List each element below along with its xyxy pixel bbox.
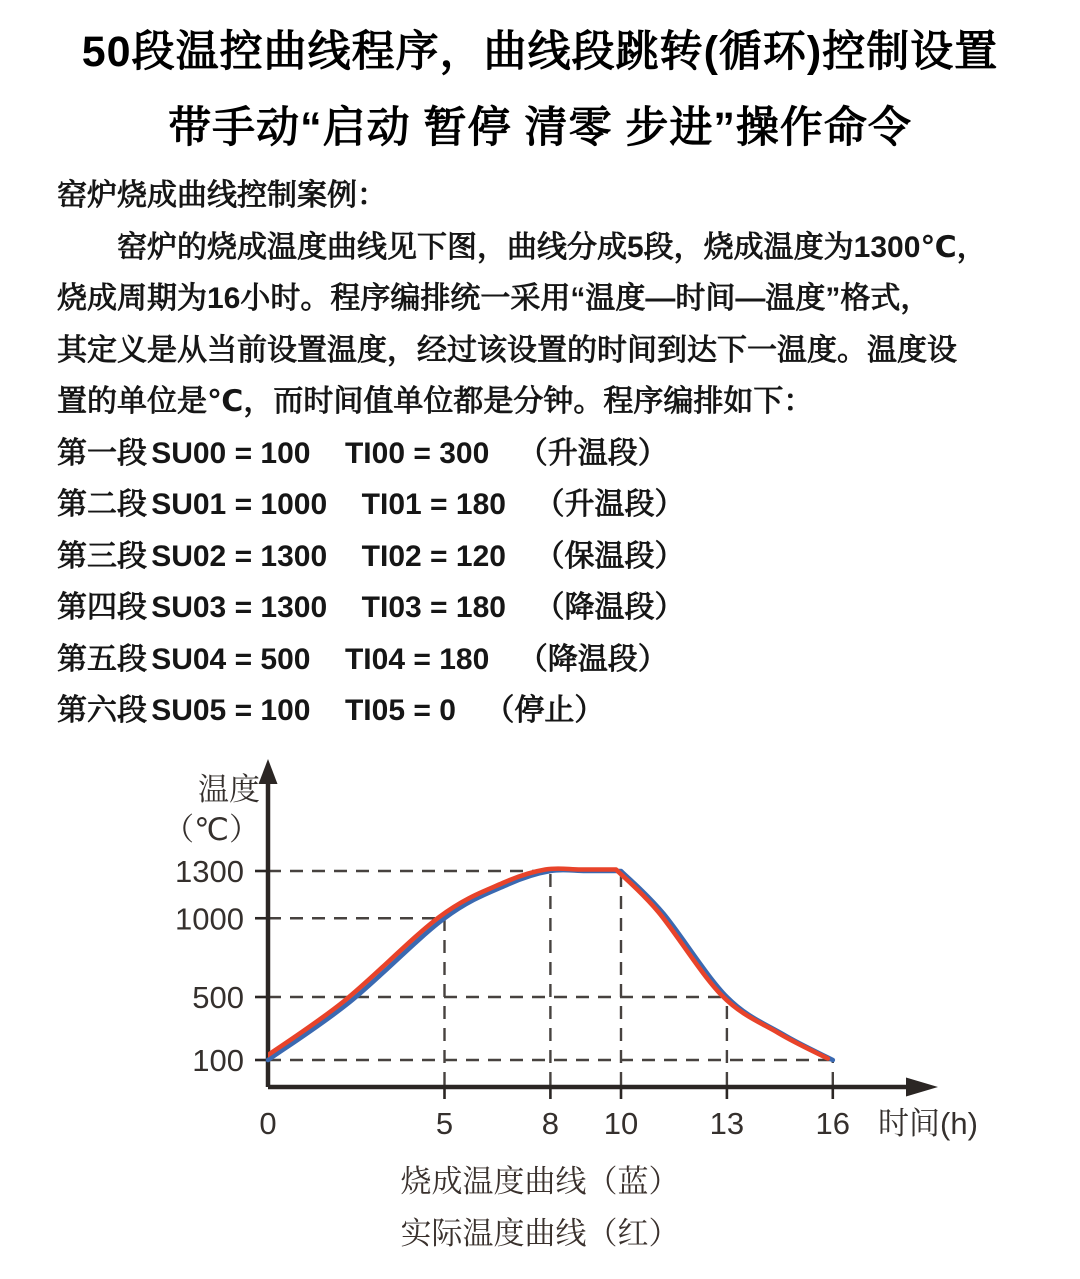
segment-note: （升温段） xyxy=(534,488,685,521)
ti-value: TI03 = 180 xyxy=(361,591,506,624)
x-tick-label: 16 xyxy=(815,1106,851,1141)
segment-label: 第三段 xyxy=(57,539,147,573)
su-value: SU05 = 100 xyxy=(151,694,311,727)
program-row-2 xyxy=(57,479,1037,531)
legend-red-curve: 实际温度曲线（红） xyxy=(400,1216,680,1251)
segment-label: 第一段 xyxy=(57,436,147,470)
chart-legend xyxy=(0,1156,1080,1260)
y-tick-label: 500 xyxy=(192,980,244,1015)
paragraph-line-4: 置的单位是℃，而时间值单位都是分钟。程序编排如下： xyxy=(57,385,814,418)
segment-label: 第五段 xyxy=(57,642,147,676)
y-tick-label: 1300 xyxy=(175,854,244,889)
segment-label: 第四段 xyxy=(57,591,147,624)
paragraph-line-2: 烧成周期为16小时。程序编排统一采用“温度—时间—温度”格式， xyxy=(57,282,931,315)
segment-note: （停止） xyxy=(484,694,605,727)
program-row-1 xyxy=(57,428,1037,480)
body-text xyxy=(57,170,1037,737)
x-tick-label: 8 xyxy=(541,1106,560,1141)
program-row-3 xyxy=(57,531,1037,583)
actual-temperature-curve-red xyxy=(263,869,828,1059)
su-value: SU03 = 1300 xyxy=(151,591,328,624)
ti-value: TI00 = 300 xyxy=(344,436,490,470)
segment-note: （升温段） xyxy=(517,436,668,470)
ti-value: TI02 = 120 xyxy=(361,539,506,573)
legend-blue-curve: 烧成温度曲线（蓝） xyxy=(400,1164,680,1199)
y-axis-title: 温度 xyxy=(198,772,260,807)
paragraph-line-3: 其定义是从当前设置温度，经过该设置的时间到达下一温度。温度设 xyxy=(57,333,957,367)
ti-value: TI04 = 180 xyxy=(344,642,490,676)
title-line-1: 50段温控曲线程序，曲线段跳转(循环)控制设置 xyxy=(81,28,999,76)
paragraph-line-1: 窑炉的烧成温度曲线见下图，曲线分成5段，烧成温度为1300℃， xyxy=(117,230,987,264)
program-row-6 xyxy=(57,685,1037,737)
firing-curve-chart xyxy=(0,750,1080,1150)
segment-label: 第六段 xyxy=(57,694,147,727)
ti-value: TI05 = 0 xyxy=(344,694,456,727)
x-axis-arrow xyxy=(906,1078,938,1097)
program-row-5 xyxy=(57,634,1037,686)
y-axis-arrow xyxy=(259,759,278,784)
su-value: SU04 = 500 xyxy=(151,642,311,676)
segment-note: （降温段） xyxy=(534,591,685,624)
su-value: SU02 = 1300 xyxy=(151,539,328,573)
x-tick-label: 10 xyxy=(603,1106,639,1141)
segment-note: （保温段） xyxy=(534,539,685,573)
x-tick-label: 0 xyxy=(259,1106,277,1141)
case-heading: 窑炉烧成曲线控制案例： xyxy=(57,179,387,212)
x-tick-label: 13 xyxy=(709,1106,745,1141)
y-axis-title-unit: （℃） xyxy=(163,812,260,847)
ti-value: TI01 = 180 xyxy=(361,488,506,521)
page-title xyxy=(0,14,1080,166)
su-value: SU00 = 100 xyxy=(151,436,311,470)
segment-label: 第二段 xyxy=(57,488,147,521)
y-tick-label: 1000 xyxy=(175,901,244,937)
y-tick-label: 100 xyxy=(192,1043,244,1078)
su-value: SU01 = 1000 xyxy=(151,488,328,521)
x-axis-title: 时间(h) xyxy=(878,1106,978,1141)
title-line-2: 带手动“启动 暂停 清零 步进”操作命令 xyxy=(168,104,912,152)
program-row-4 xyxy=(57,582,1037,634)
x-tick-label: 5 xyxy=(435,1106,454,1141)
segment-note: （降温段） xyxy=(517,642,668,676)
